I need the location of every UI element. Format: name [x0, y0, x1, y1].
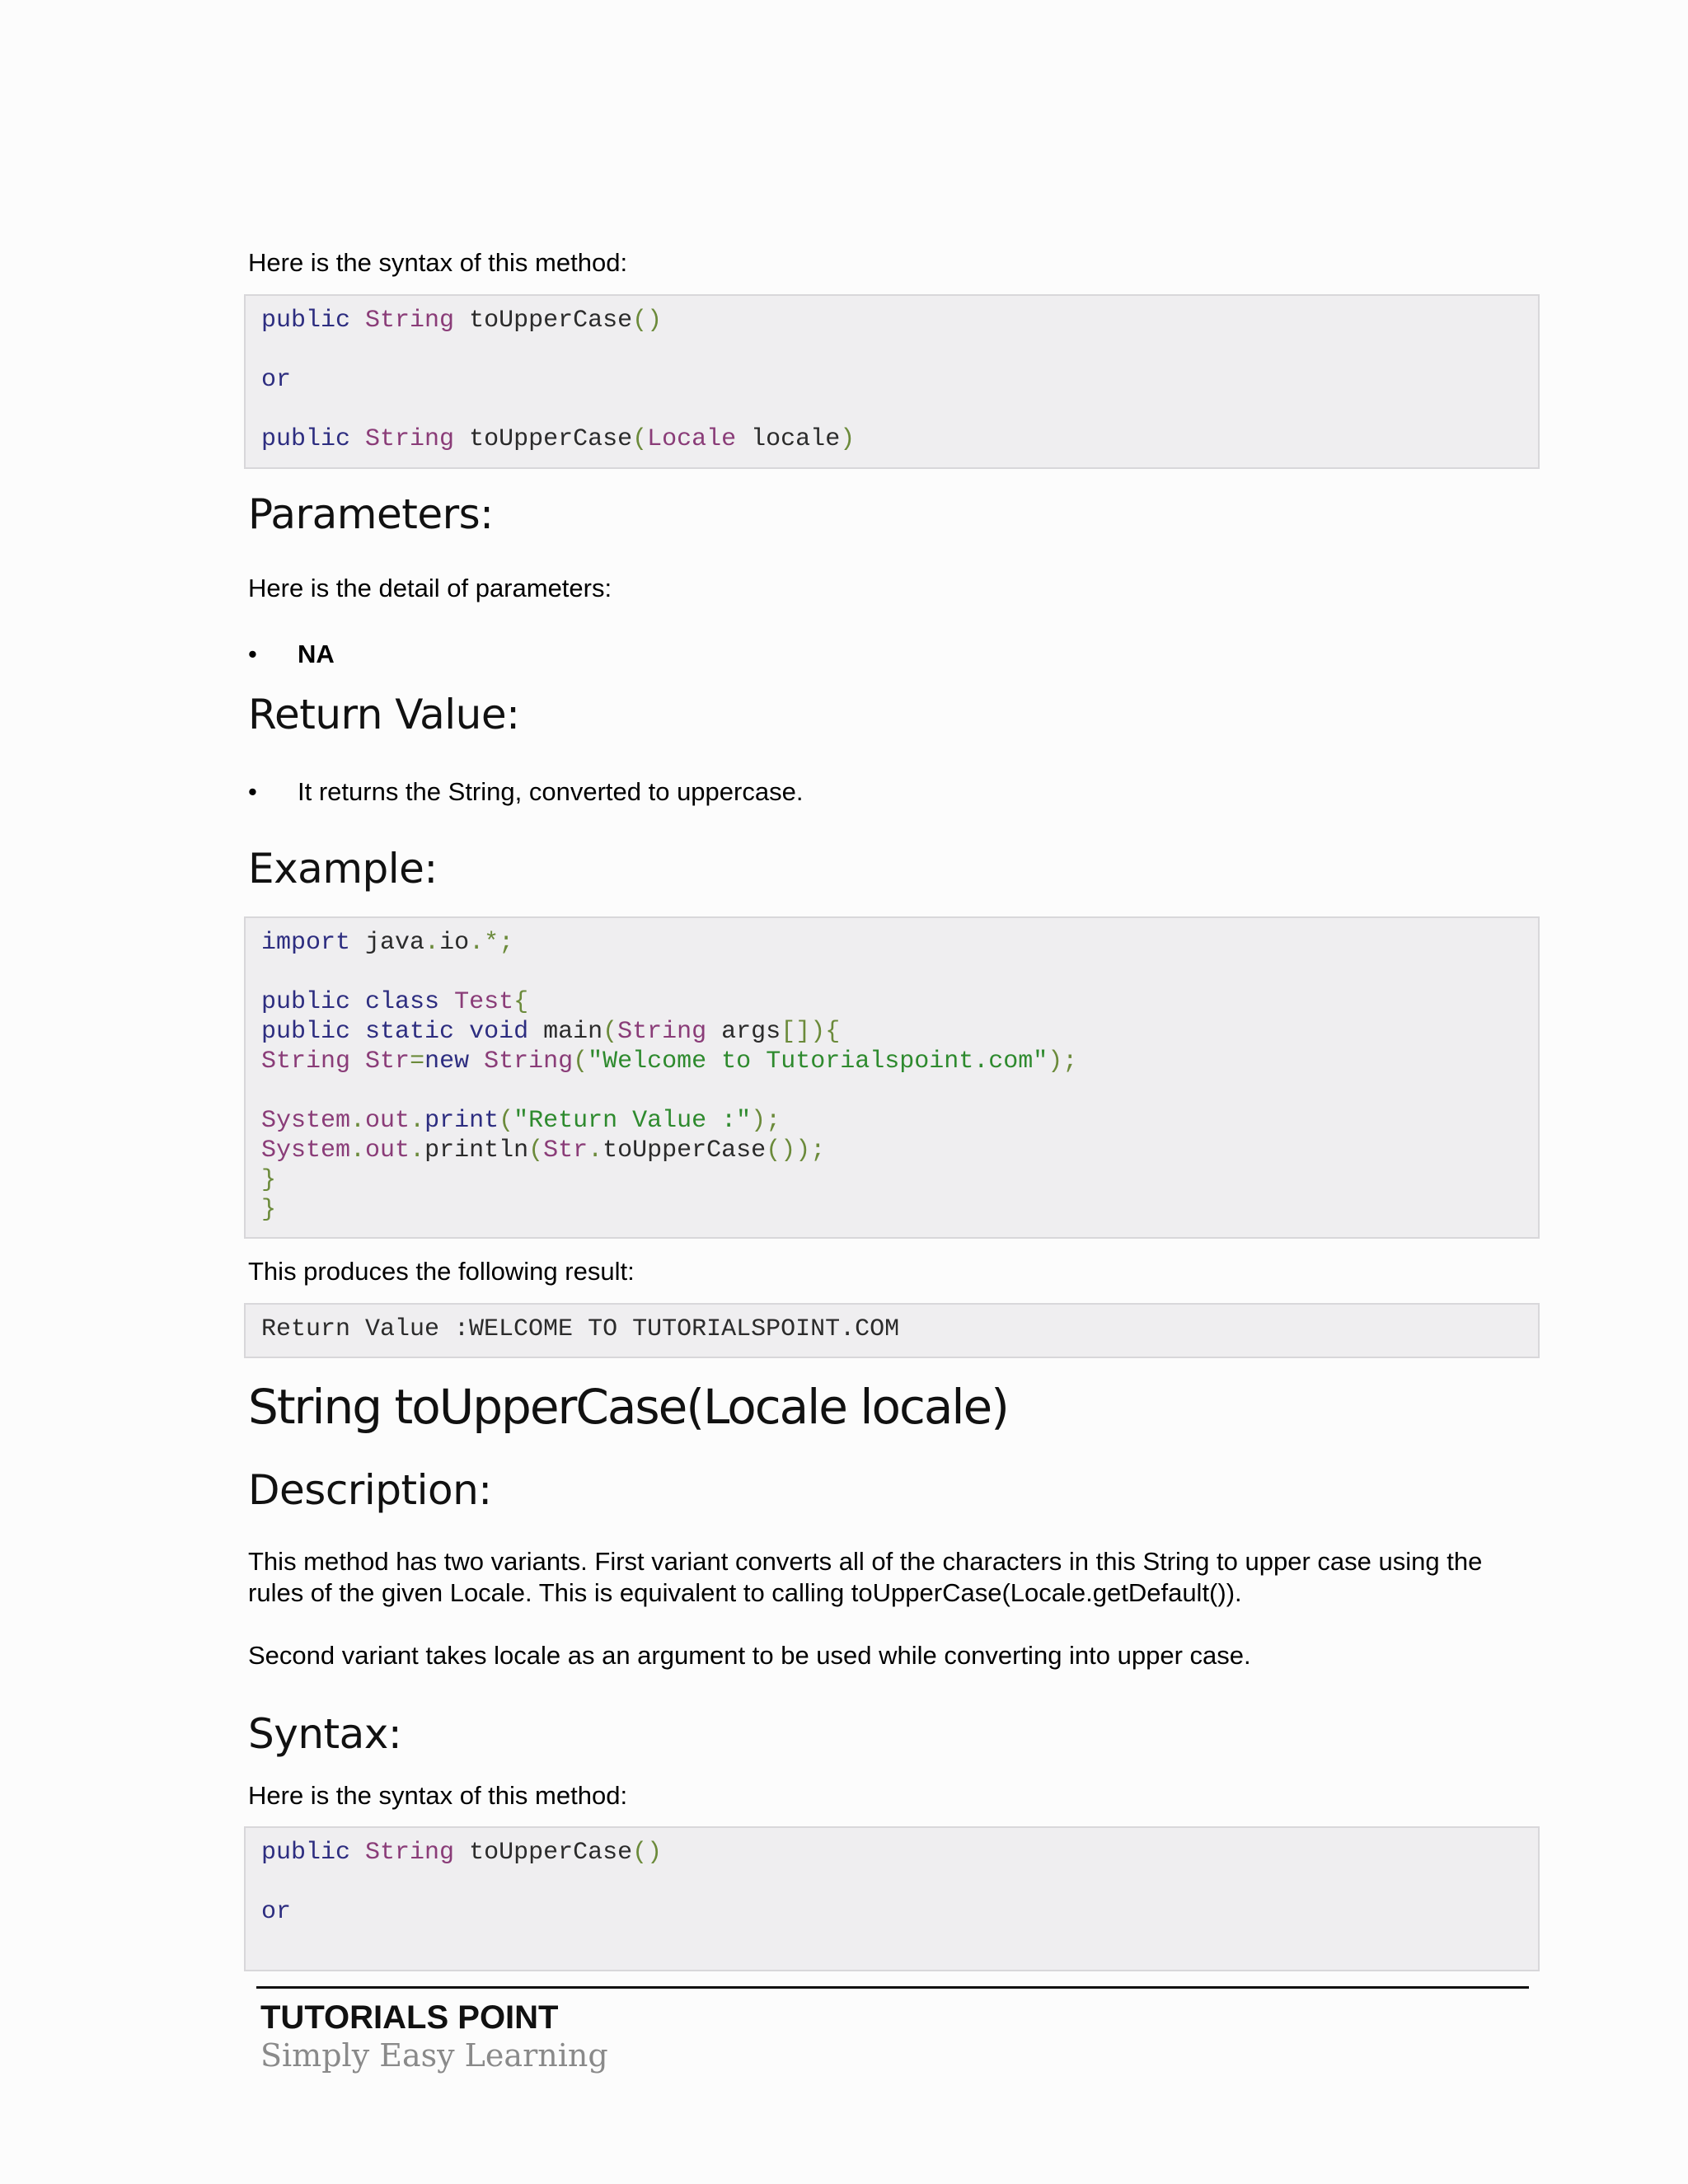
code-token [454, 1018, 469, 1046]
code-token: void [469, 1018, 529, 1046]
code-line [261, 1195, 1538, 1225]
description-paragraph-2: Second variant takes locale as an argument to be used while converting into upper case. [248, 1641, 1251, 1670]
code-line [261, 1017, 1538, 1047]
code-token: Return Value :WELCOME TO TUTORIALSPOINT.COM [261, 1315, 900, 1343]
description-line-2: rules of the given Locale. This is equivalent to calling toUpperCase(Locale.getDefault()). [248, 1578, 1242, 1607]
code-token: ( [499, 1107, 514, 1135]
code-token: toUpperCase [454, 425, 633, 453]
code-token [439, 988, 454, 1016]
footer-brand: TUTORIALS POINT [260, 1999, 559, 2036]
return-value-heading: Return Value: [248, 691, 520, 738]
code-line [261, 1838, 1538, 1868]
code-token: ); [1048, 1047, 1078, 1076]
code-token: Str [543, 1137, 588, 1165]
code-line [261, 1047, 1538, 1076]
code-token: locale [736, 425, 841, 453]
code-token: Str [365, 1047, 410, 1076]
list-item [248, 776, 803, 808]
footer-divider [256, 1986, 1529, 1989]
code-line [261, 958, 1538, 987]
code-token: toUpperCase [454, 307, 633, 335]
code-token: . [424, 929, 440, 957]
code-token [469, 1047, 484, 1076]
code-token: print [424, 1107, 499, 1135]
code-token: import [261, 929, 351, 957]
return-value-list [248, 776, 803, 808]
code-token: . [350, 1137, 366, 1165]
code-token: java [350, 929, 425, 957]
code-token: "Return Value :" [513, 1107, 752, 1135]
code-token: String [261, 1047, 351, 1076]
code-line [261, 365, 1538, 395]
code-token: static [365, 1018, 455, 1046]
bullet-icon: • [248, 640, 257, 668]
code-token [350, 1839, 365, 1867]
code-token: } [261, 1166, 277, 1194]
code-line [261, 1076, 1538, 1106]
parameters-list [248, 639, 335, 670]
footer-tagline: Simply Easy Learning [260, 2037, 608, 2074]
code-token: System [261, 1137, 351, 1165]
syntax-code-block [244, 294, 1540, 469]
code-token: String [365, 1839, 455, 1867]
code-token: or [261, 366, 292, 394]
code-token: main [528, 1018, 603, 1046]
syntax-intro-text: Here is the syntax of this method: [248, 248, 628, 277]
code-token: ()); [766, 1137, 826, 1165]
parameter-name: NA [298, 640, 335, 668]
code-token: = [410, 1047, 425, 1076]
code-token: ); [751, 1107, 781, 1135]
return-value-text: It returns the String, converted to uppercase. [298, 777, 804, 806]
code-line [261, 987, 1538, 1017]
code-token: . [410, 1137, 425, 1165]
code-line [261, 1897, 1538, 1927]
code-token: out [365, 1137, 410, 1165]
code-token [350, 988, 365, 1016]
code-token: public [261, 425, 351, 453]
code-token: public [261, 988, 351, 1016]
code-token: String [365, 307, 455, 335]
code-token: String [365, 425, 455, 453]
syntax-code-block-2 [244, 1826, 1540, 1971]
code-token: toUpperCase [454, 1839, 633, 1867]
example-code-block [244, 916, 1540, 1239]
code-token: "Welcome to Tutorialspoint.com" [588, 1047, 1048, 1076]
code-line [261, 306, 1538, 335]
code-token: String [617, 1018, 707, 1046]
code-line [261, 335, 1538, 365]
code-token: public [261, 1839, 351, 1867]
section-title: String toUpperCase(Locale locale) [248, 1379, 1008, 1435]
code-line [261, 1315, 1538, 1344]
syntax-heading: Syntax: [248, 1710, 402, 1758]
code-token: ( [603, 1018, 618, 1046]
code-token: ) [840, 425, 856, 453]
code-token: ( [573, 1047, 588, 1076]
code-token: Locale [647, 425, 737, 453]
code-line [261, 928, 1538, 958]
code-token: . [410, 1107, 425, 1135]
code-line [261, 424, 1538, 454]
code-line [261, 1868, 1538, 1897]
code-line [261, 1136, 1538, 1165]
code-token: () [632, 1839, 663, 1867]
list-item [248, 639, 335, 670]
example-heading: Example: [248, 845, 438, 893]
code-token: .*; [469, 929, 514, 957]
code-token: () [632, 307, 663, 335]
code-token [350, 307, 365, 335]
code-token [350, 1018, 365, 1046]
result-code-block [244, 1303, 1540, 1358]
code-token: public [261, 307, 351, 335]
description-line-1: This method has two variants. First variant converts all of the characters in this String to upper case using the [248, 1547, 1483, 1576]
code-token: println [424, 1137, 529, 1165]
code-token: { [513, 988, 529, 1016]
code-token: public [261, 1018, 351, 1046]
code-token: ( [528, 1137, 544, 1165]
code-token: Test [454, 988, 514, 1016]
code-token: toUpperCase [603, 1137, 767, 1165]
code-line [261, 1106, 1538, 1136]
description-heading: Description: [248, 1466, 492, 1514]
code-token: new [424, 1047, 470, 1076]
result-intro-text: This produces the following result: [248, 1257, 635, 1286]
syntax-text: Here is the syntax of this method: [248, 1781, 628, 1810]
code-token: out [365, 1107, 410, 1135]
code-token: or [261, 1898, 292, 1926]
code-token: . [350, 1107, 366, 1135]
code-token: ( [632, 425, 648, 453]
code-token: class [365, 988, 440, 1016]
parameters-text: Here is the detail of parameters: [248, 574, 612, 602]
code-token: []){ [781, 1018, 841, 1046]
code-token: args [706, 1018, 781, 1046]
bullet-icon: • [248, 777, 257, 806]
parameters-heading: Parameters: [248, 490, 494, 538]
code-token: . [588, 1137, 603, 1165]
code-token: System [261, 1107, 351, 1135]
code-token: io [439, 929, 470, 957]
code-token: } [261, 1196, 277, 1224]
code-token [350, 425, 365, 453]
code-line [261, 395, 1538, 424]
code-token [350, 1047, 365, 1076]
code-line [261, 1165, 1538, 1195]
code-token: String [484, 1047, 574, 1076]
